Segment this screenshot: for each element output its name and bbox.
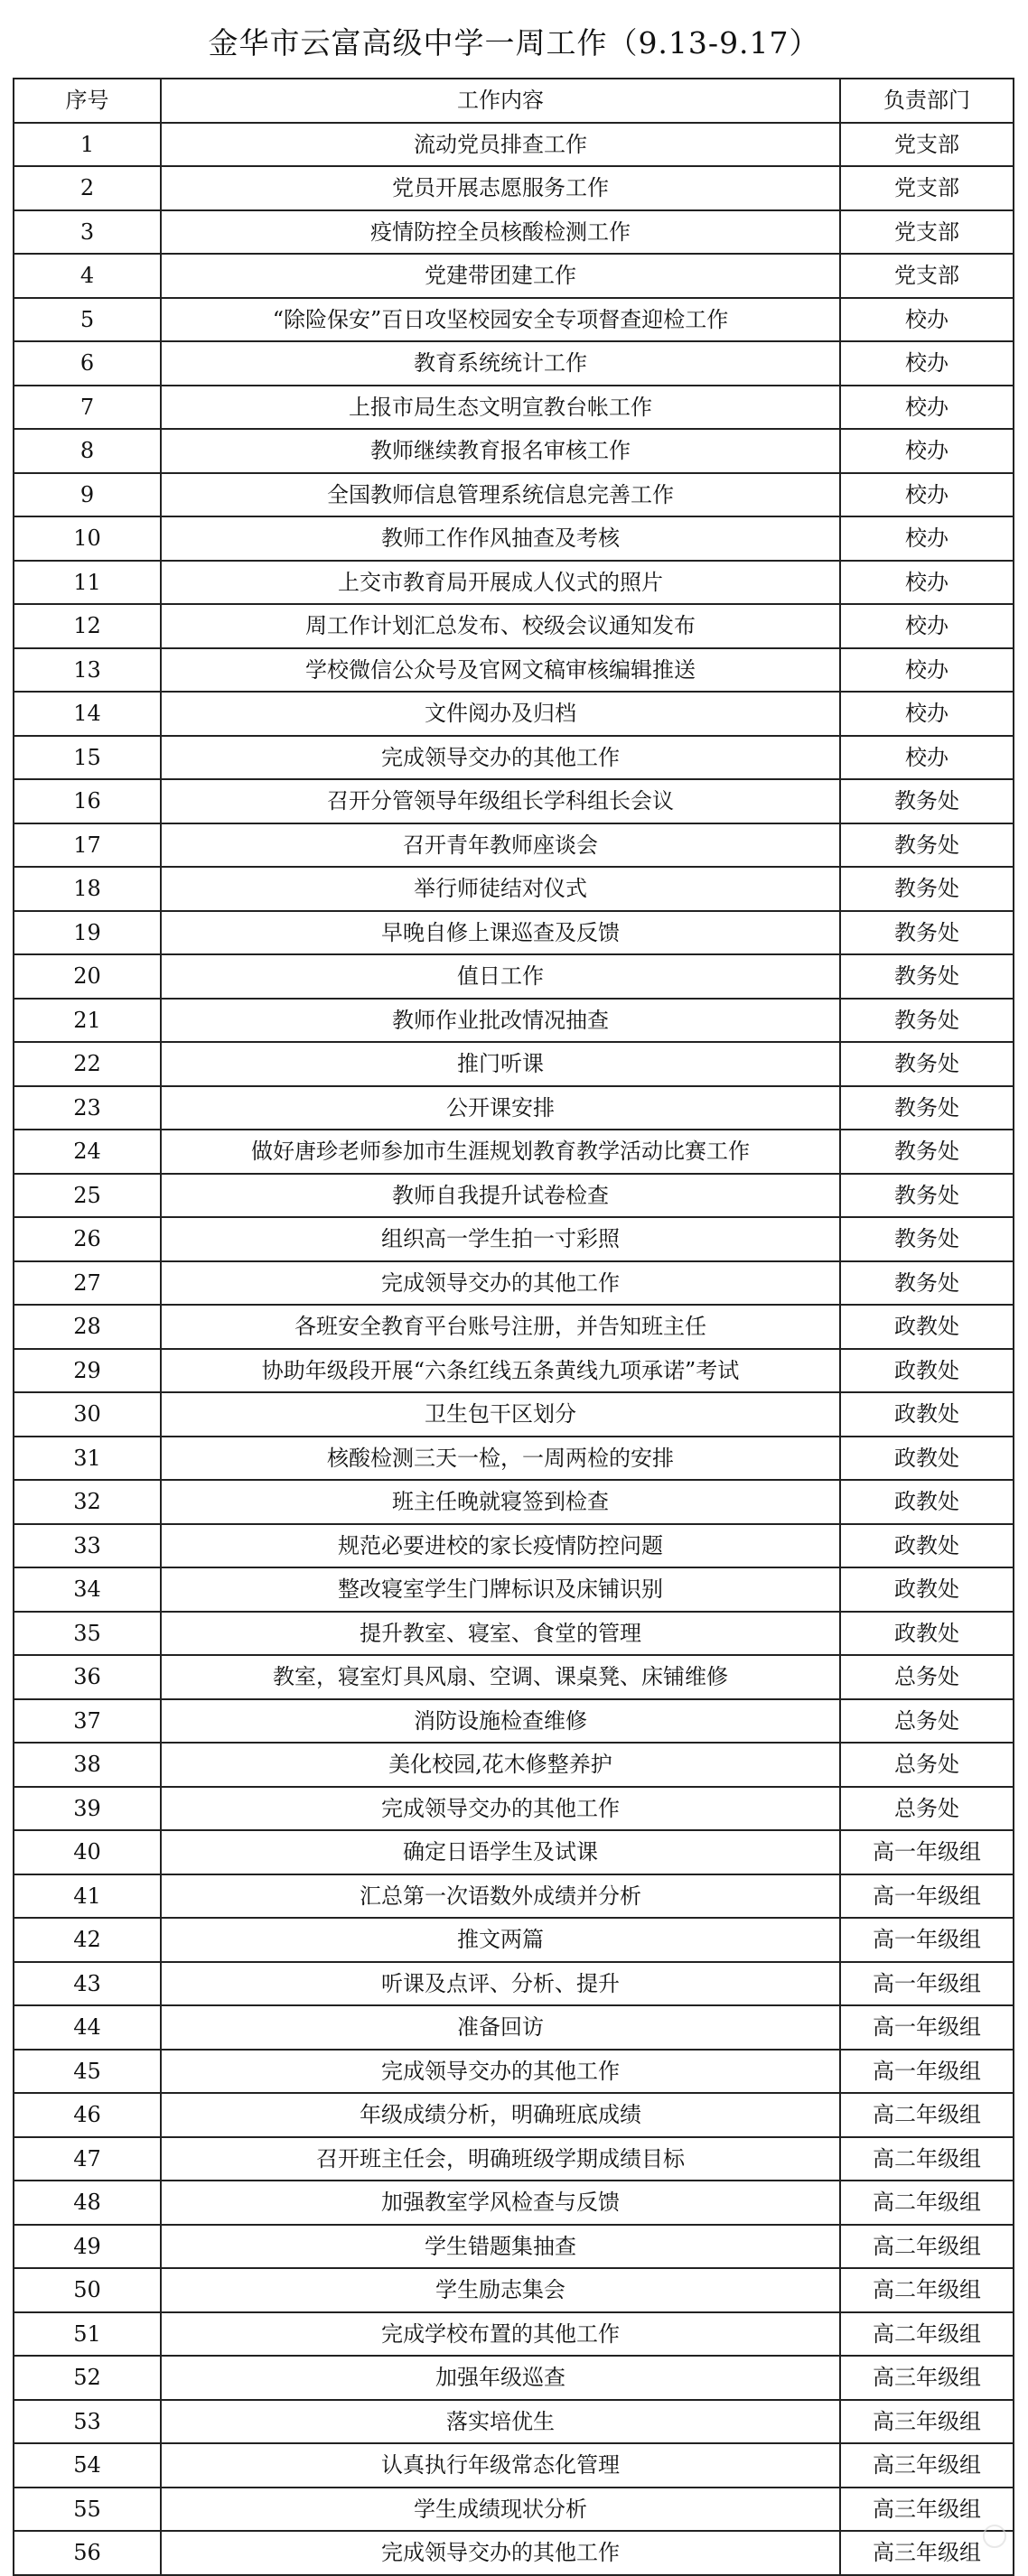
table-row bbox=[14, 341, 1014, 386]
row-task: 疫情防控全员核酸检测工作 bbox=[161, 210, 840, 255]
row-task: 教师继续教育报名审核工作 bbox=[161, 429, 840, 473]
table-row bbox=[14, 1699, 1014, 1744]
row-department: 总务处 bbox=[840, 1699, 1014, 1744]
row-department: 校办 bbox=[840, 736, 1014, 780]
row-department: 校办 bbox=[840, 561, 1014, 605]
row-department: 政教处 bbox=[840, 1567, 1014, 1612]
row-number: 51 bbox=[14, 2312, 161, 2357]
header-number: 序号 bbox=[14, 79, 161, 123]
table-row bbox=[14, 1524, 1014, 1568]
row-department: 政教处 bbox=[840, 1612, 1014, 1656]
row-number: 53 bbox=[14, 2400, 161, 2444]
table-row bbox=[14, 1787, 1014, 1831]
row-task: 流动党员排查工作 bbox=[161, 123, 840, 167]
row-department: 高一年级组 bbox=[840, 1962, 1014, 2006]
row-task: 文件阅办及归档 bbox=[161, 692, 840, 736]
row-task: 协助年级段开展“六条红线五条黄线九项承诺”考试 bbox=[161, 1349, 840, 1393]
row-number: 16 bbox=[14, 779, 161, 823]
row-task: 卫生包干区划分 bbox=[161, 1392, 840, 1437]
table-row bbox=[14, 1261, 1014, 1306]
row-task: 党员开展志愿服务工作 bbox=[161, 166, 840, 210]
row-number: 35 bbox=[14, 1612, 161, 1656]
row-department: 政教处 bbox=[840, 1480, 1014, 1524]
row-number: 34 bbox=[14, 1567, 161, 1612]
table-row bbox=[14, 516, 1014, 561]
row-department: 教务处 bbox=[840, 911, 1014, 955]
row-number: 54 bbox=[14, 2443, 161, 2488]
row-task: 上报市局生态文明宣教台帐工作 bbox=[161, 386, 840, 430]
row-number: 31 bbox=[14, 1437, 161, 1481]
row-task: 加强年级巡查 bbox=[161, 2356, 840, 2400]
row-number: 33 bbox=[14, 1524, 161, 1568]
row-number: 26 bbox=[14, 1217, 161, 1261]
row-number: 37 bbox=[14, 1699, 161, 1744]
row-task: 规范必要进校的家长疫情防控问题 bbox=[161, 1524, 840, 1568]
table-row bbox=[14, 2005, 1014, 2050]
row-task: 学校微信公众号及官网文稿审核编辑推送 bbox=[161, 648, 840, 693]
row-number: 55 bbox=[14, 2488, 161, 2532]
row-number: 2 bbox=[14, 166, 161, 210]
table-row bbox=[14, 911, 1014, 955]
row-task: 完成领导交办的其他工作 bbox=[161, 1261, 840, 1306]
table-row bbox=[14, 1962, 1014, 2006]
row-number: 17 bbox=[14, 823, 161, 868]
row-task: 确定日语学生及试课 bbox=[161, 1830, 840, 1874]
row-task: 学生错题集抽查 bbox=[161, 2225, 840, 2269]
table-row bbox=[14, 2225, 1014, 2269]
row-department: 教务处 bbox=[840, 1261, 1014, 1306]
table-row bbox=[14, 1392, 1014, 1437]
row-number: 44 bbox=[14, 2005, 161, 2050]
row-task: 推门听课 bbox=[161, 1042, 840, 1086]
row-number: 1 bbox=[14, 123, 161, 167]
row-department: 校办 bbox=[840, 298, 1014, 342]
row-task: 完成领导交办的其他工作 bbox=[161, 736, 840, 780]
row-number: 56 bbox=[14, 2531, 161, 2575]
row-number: 4 bbox=[14, 254, 161, 298]
row-number: 11 bbox=[14, 561, 161, 605]
table-row bbox=[14, 1567, 1014, 1612]
row-number: 12 bbox=[14, 604, 161, 648]
row-task: 听课及点评、分析、提升 bbox=[161, 1962, 840, 2006]
table-row bbox=[14, 1437, 1014, 1481]
watermark-icon bbox=[983, 2525, 1006, 2548]
row-department: 校办 bbox=[840, 516, 1014, 561]
table-row bbox=[14, 823, 1014, 868]
row-department: 校办 bbox=[840, 648, 1014, 693]
row-task: 班主任晚就寝签到检查 bbox=[161, 1480, 840, 1524]
row-department: 教务处 bbox=[840, 1217, 1014, 1261]
row-department: 校办 bbox=[840, 429, 1014, 473]
row-department: 教务处 bbox=[840, 954, 1014, 999]
row-department: 校办 bbox=[840, 341, 1014, 386]
table-row bbox=[14, 648, 1014, 693]
row-department: 高二年级组 bbox=[840, 2268, 1014, 2312]
row-department: 高二年级组 bbox=[840, 2225, 1014, 2269]
header-row bbox=[14, 79, 1014, 123]
table-row bbox=[14, 1612, 1014, 1656]
header-task: 工作内容 bbox=[161, 79, 840, 123]
row-department: 高三年级组 bbox=[840, 2531, 1014, 2575]
row-department: 总务处 bbox=[840, 1655, 1014, 1699]
table-row bbox=[14, 1918, 1014, 1962]
table-row bbox=[14, 254, 1014, 298]
row-number: 8 bbox=[14, 429, 161, 473]
row-number: 43 bbox=[14, 1962, 161, 2006]
row-number: 14 bbox=[14, 692, 161, 736]
table-row bbox=[14, 123, 1014, 167]
table-header bbox=[14, 79, 1014, 123]
row-department: 政教处 bbox=[840, 1305, 1014, 1349]
row-number: 27 bbox=[14, 1261, 161, 1306]
table-row bbox=[14, 1743, 1014, 1787]
row-number: 18 bbox=[14, 867, 161, 911]
table-row bbox=[14, 429, 1014, 473]
row-department: 教务处 bbox=[840, 1174, 1014, 1218]
row-number: 29 bbox=[14, 1349, 161, 1393]
row-number: 5 bbox=[14, 298, 161, 342]
row-department: 校办 bbox=[840, 386, 1014, 430]
row-number: 19 bbox=[14, 911, 161, 955]
row-number: 28 bbox=[14, 1305, 161, 1349]
row-task: 汇总第一次语数外成绩并分析 bbox=[161, 1874, 840, 1919]
table-row bbox=[14, 2137, 1014, 2181]
row-task: 完成领导交办的其他工作 bbox=[161, 2050, 840, 2094]
row-department: 高一年级组 bbox=[840, 1830, 1014, 1874]
row-number: 39 bbox=[14, 1787, 161, 1831]
row-department: 政教处 bbox=[840, 1524, 1014, 1568]
row-task: 核酸检测三天一检，一周两检的安排 bbox=[161, 1437, 840, 1481]
table-row bbox=[14, 1217, 1014, 1261]
row-department: 总务处 bbox=[840, 1787, 1014, 1831]
row-department: 教务处 bbox=[840, 1086, 1014, 1130]
row-task: 学生励志集会 bbox=[161, 2268, 840, 2312]
row-department: 政教处 bbox=[840, 1437, 1014, 1481]
table-row bbox=[14, 2312, 1014, 2357]
table-row bbox=[14, 954, 1014, 999]
table-row bbox=[14, 1130, 1014, 1174]
row-department: 政教处 bbox=[840, 1392, 1014, 1437]
row-number: 47 bbox=[14, 2137, 161, 2181]
table-row bbox=[14, 867, 1014, 911]
row-department: 教务处 bbox=[840, 779, 1014, 823]
weekly-work-table bbox=[13, 78, 1014, 2576]
row-department: 高三年级组 bbox=[840, 2356, 1014, 2400]
row-task: 全国教师信息管理系统信息完善工作 bbox=[161, 473, 840, 517]
row-task: 整改寝室学生门牌标识及床铺识别 bbox=[161, 1567, 840, 1612]
row-number: 7 bbox=[14, 386, 161, 430]
table-row bbox=[14, 1086, 1014, 1130]
table-row bbox=[14, 2181, 1014, 2225]
row-task: 举行师徒结对仪式 bbox=[161, 867, 840, 911]
row-department: 高二年级组 bbox=[840, 2312, 1014, 2357]
row-number: 30 bbox=[14, 1392, 161, 1437]
row-number: 32 bbox=[14, 1480, 161, 1524]
row-task: 完成领导交办的其他工作 bbox=[161, 2531, 840, 2575]
row-task: 早晚自修上课巡查及反馈 bbox=[161, 911, 840, 955]
table-row bbox=[14, 210, 1014, 255]
row-department: 校办 bbox=[840, 604, 1014, 648]
row-number: 52 bbox=[14, 2356, 161, 2400]
row-number: 21 bbox=[14, 999, 161, 1043]
table-row bbox=[14, 1830, 1014, 1874]
table-row bbox=[14, 1174, 1014, 1218]
table-row bbox=[14, 1349, 1014, 1393]
row-task: 年级成绩分析，明确班底成绩 bbox=[161, 2093, 840, 2137]
table-row bbox=[14, 1042, 1014, 1086]
row-number: 9 bbox=[14, 473, 161, 517]
row-number: 15 bbox=[14, 736, 161, 780]
row-department: 党支部 bbox=[840, 210, 1014, 255]
row-number: 48 bbox=[14, 2181, 161, 2225]
table-body bbox=[14, 123, 1014, 2575]
row-department: 高三年级组 bbox=[840, 2400, 1014, 2444]
row-task: 召开青年教师座谈会 bbox=[161, 823, 840, 868]
row-number: 42 bbox=[14, 1918, 161, 1962]
row-task: 周工作计划汇总发布、校级会议通知发布 bbox=[161, 604, 840, 648]
row-department: 教务处 bbox=[840, 867, 1014, 911]
row-task: 教师作业批改情况抽查 bbox=[161, 999, 840, 1043]
row-task: 做好唐珍老师参加市生涯规划教育教学活动比赛工作 bbox=[161, 1130, 840, 1174]
header-department: 负责部门 bbox=[840, 79, 1014, 123]
row-number: 49 bbox=[14, 2225, 161, 2269]
table-row bbox=[14, 2400, 1014, 2444]
row-number: 6 bbox=[14, 341, 161, 386]
table-row bbox=[14, 473, 1014, 517]
row-department: 高一年级组 bbox=[840, 1918, 1014, 1962]
table-row bbox=[14, 2488, 1014, 2532]
row-task: 学生成绩现状分析 bbox=[161, 2488, 840, 2532]
row-number: 40 bbox=[14, 1830, 161, 1874]
row-department: 高一年级组 bbox=[840, 2005, 1014, 2050]
row-number: 20 bbox=[14, 954, 161, 999]
row-task: 教室，寝室灯具风扇、空调、课桌凳、床铺维修 bbox=[161, 1655, 840, 1699]
row-number: 22 bbox=[14, 1042, 161, 1086]
row-number: 36 bbox=[14, 1655, 161, 1699]
table-row bbox=[14, 779, 1014, 823]
row-department: 高二年级组 bbox=[840, 2181, 1014, 2225]
row-task: 公开课安排 bbox=[161, 1086, 840, 1130]
row-task: 召开分管领导年级组长学科组长会议 bbox=[161, 779, 840, 823]
row-task: 推文两篇 bbox=[161, 1918, 840, 1962]
table-row bbox=[14, 2356, 1014, 2400]
row-department: 教务处 bbox=[840, 1130, 1014, 1174]
row-number: 24 bbox=[14, 1130, 161, 1174]
table-row bbox=[14, 2443, 1014, 2488]
row-department: 高一年级组 bbox=[840, 2050, 1014, 2094]
row-task: “除险保安”百日攻坚校园安全专项督查迎检工作 bbox=[161, 298, 840, 342]
table-row bbox=[14, 386, 1014, 430]
row-task: 认真执行年级常态化管理 bbox=[161, 2443, 840, 2488]
document-title: 金华市云富高级中学一周工作（9.13-9.17） bbox=[208, 25, 820, 60]
table-row bbox=[14, 736, 1014, 780]
table-row bbox=[14, 1480, 1014, 1524]
row-department: 党支部 bbox=[840, 123, 1014, 167]
row-number: 46 bbox=[14, 2093, 161, 2137]
row-task: 组织高一学生拍一寸彩照 bbox=[161, 1217, 840, 1261]
row-department: 党支部 bbox=[840, 166, 1014, 210]
row-task: 加强教室学风检查与反馈 bbox=[161, 2181, 840, 2225]
row-task: 上交市教育局开展成人仪式的照片 bbox=[161, 561, 840, 605]
row-task: 值日工作 bbox=[161, 954, 840, 999]
table-row bbox=[14, 692, 1014, 736]
table-row bbox=[14, 2093, 1014, 2137]
row-task: 教育系统统计工作 bbox=[161, 341, 840, 386]
table-row bbox=[14, 2268, 1014, 2312]
row-department: 教务处 bbox=[840, 1042, 1014, 1086]
row-department: 教务处 bbox=[840, 999, 1014, 1043]
table-row bbox=[14, 2531, 1014, 2575]
table-row bbox=[14, 561, 1014, 605]
row-task: 党建带团建工作 bbox=[161, 254, 840, 298]
row-department: 政教处 bbox=[840, 1349, 1014, 1393]
table-row bbox=[14, 298, 1014, 342]
row-number: 23 bbox=[14, 1086, 161, 1130]
row-number: 41 bbox=[14, 1874, 161, 1919]
row-department: 校办 bbox=[840, 473, 1014, 517]
table-row bbox=[14, 1655, 1014, 1699]
row-department: 教务处 bbox=[840, 823, 1014, 868]
row-department: 党支部 bbox=[840, 254, 1014, 298]
row-department: 高二年级组 bbox=[840, 2137, 1014, 2181]
row-number: 13 bbox=[14, 648, 161, 693]
row-number: 10 bbox=[14, 516, 161, 561]
row-department: 校办 bbox=[840, 692, 1014, 736]
table-row bbox=[14, 604, 1014, 648]
row-number: 3 bbox=[14, 210, 161, 255]
row-task: 准备回访 bbox=[161, 2005, 840, 2050]
row-department: 高三年级组 bbox=[840, 2488, 1014, 2532]
row-task: 各班安全教育平台账号注册，并告知班主任 bbox=[161, 1305, 840, 1349]
row-department: 高三年级组 bbox=[840, 2443, 1014, 2488]
row-task: 教师自我提升试卷检查 bbox=[161, 1174, 840, 1218]
table-row bbox=[14, 1874, 1014, 1919]
row-number: 38 bbox=[14, 1743, 161, 1787]
table-row bbox=[14, 1305, 1014, 1349]
row-number: 45 bbox=[14, 2050, 161, 2094]
row-task: 美化校园,花木修整养护 bbox=[161, 1743, 840, 1787]
table-row bbox=[14, 2050, 1014, 2094]
row-number: 25 bbox=[14, 1174, 161, 1218]
row-task: 提升教室、寝室、食堂的管理 bbox=[161, 1612, 840, 1656]
row-task: 教师工作作风抽查及考核 bbox=[161, 516, 840, 561]
row-task: 完成学校布置的其他工作 bbox=[161, 2312, 840, 2357]
row-number: 50 bbox=[14, 2268, 161, 2312]
row-department: 高二年级组 bbox=[840, 2093, 1014, 2137]
table-row bbox=[14, 166, 1014, 210]
row-task: 完成领导交办的其他工作 bbox=[161, 1787, 840, 1831]
row-department: 高一年级组 bbox=[840, 1874, 1014, 1919]
row-task: 召开班主任会，明确班级学期成绩目标 bbox=[161, 2137, 840, 2181]
table-row bbox=[14, 999, 1014, 1043]
row-task: 消防设施检查维修 bbox=[161, 1699, 840, 1744]
row-task: 落实培优生 bbox=[161, 2400, 840, 2444]
row-department: 总务处 bbox=[840, 1743, 1014, 1787]
